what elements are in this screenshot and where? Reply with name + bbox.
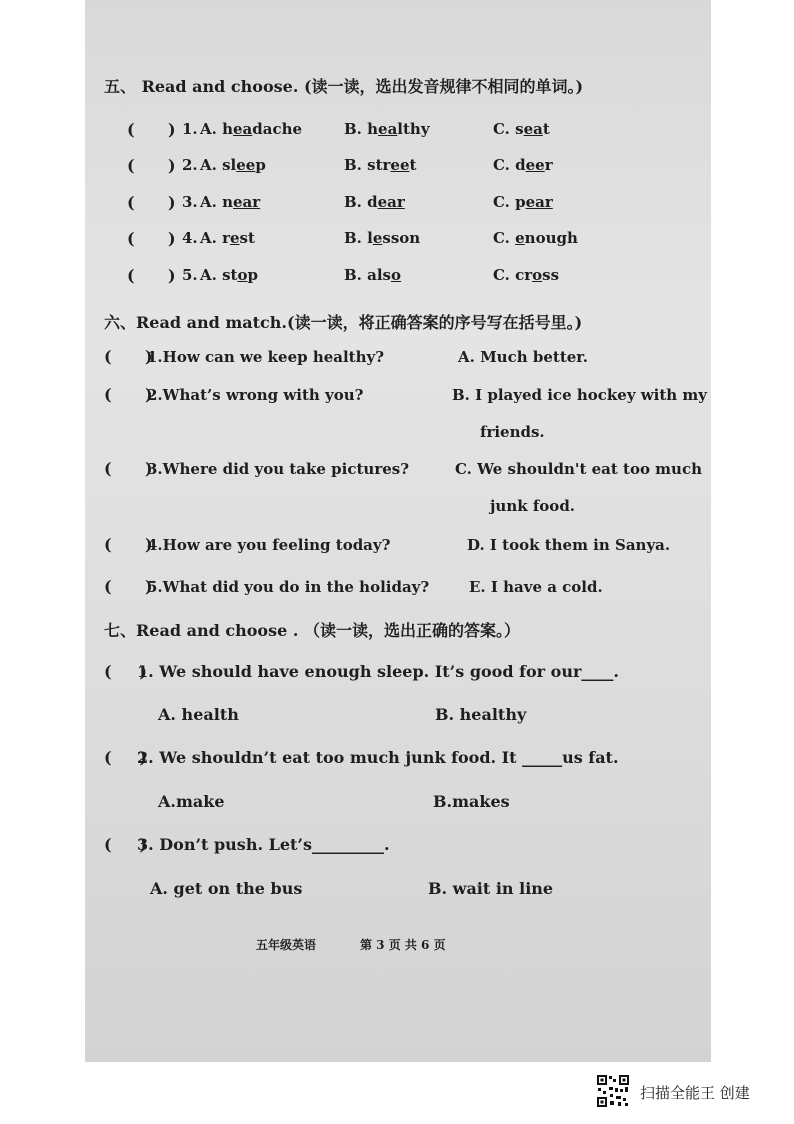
option-a — [200, 156, 266, 174]
option-b — [344, 229, 420, 247]
option-text: B. als — [344, 266, 391, 284]
option-a — [200, 120, 302, 138]
footer-subject: 五年级英语 — [256, 938, 317, 952]
option-text: A. st — [200, 266, 238, 284]
option-text: B. l — [344, 229, 373, 247]
option-text: t — [542, 120, 550, 138]
match-answer-continued: friends. — [480, 423, 545, 441]
answer-bracket[interactable]: ( ) — [104, 535, 153, 554]
option-text: C. s — [493, 120, 524, 138]
option-text: sson — [382, 229, 421, 247]
option-b — [344, 193, 405, 211]
answer-blank[interactable]: _________ — [311, 835, 384, 854]
question-stem: 3. Don’t push. Let’s — [137, 835, 312, 854]
match-question: 4.How are you feeling today? — [147, 536, 391, 554]
underlined-letters: ea — [378, 120, 398, 138]
question-number: 5. — [182, 266, 198, 284]
answer-bracket[interactable]: ( ) — [127, 266, 176, 285]
question-number: 3. — [182, 193, 198, 211]
option-text: dache — [252, 120, 303, 138]
option-a — [200, 193, 260, 211]
option-a — [200, 266, 258, 284]
underlined-letters: o — [532, 266, 543, 284]
answer-bracket[interactable]: ( ) — [104, 385, 153, 404]
option-b — [344, 156, 416, 174]
footer-page: 第 3 页 共 6 页 — [360, 938, 446, 952]
option-a: A. health — [158, 705, 239, 724]
option-text: t — [409, 156, 417, 174]
question-number: 2. — [182, 156, 198, 174]
choice-question — [137, 835, 390, 854]
option-text: r — [544, 156, 553, 174]
underlined-letters: ee — [525, 156, 545, 174]
match-answer: A. Much better. — [458, 348, 589, 366]
underlined-letters: ea — [523, 120, 543, 138]
option-b: B. healthy — [435, 705, 527, 724]
question-stem-end: . — [383, 835, 390, 854]
underlined-letters: e — [372, 229, 383, 247]
question-number: 4. — [182, 229, 198, 247]
option-c — [493, 266, 559, 284]
section5-title: 五、 Read and choose. (读一读，选出发音规律不相同的单词。) — [104, 77, 584, 96]
option-text: B. h — [344, 120, 379, 138]
underlined-letters: e — [515, 229, 525, 247]
match-answer: E. I have a cold. — [469, 578, 603, 596]
underlined-letters: o — [237, 266, 248, 284]
option-text: p — [247, 266, 258, 284]
match-question: 3.Where did you take pictures? — [147, 460, 410, 478]
underlined-letters: e — [230, 229, 240, 247]
option-text: C. cr — [493, 266, 533, 284]
answer-bracket[interactable]: ( ) — [127, 156, 176, 175]
section6-title: 六、Read and match.(读一读，将正确答案的序号写在括号里。) — [104, 313, 583, 332]
option-text: lthy — [397, 120, 430, 138]
option-text: nough — [524, 229, 578, 247]
underlined-letters: o — [391, 266, 402, 284]
answer-bracket[interactable]: ( ) — [104, 662, 147, 681]
choice-question — [137, 662, 619, 681]
option-text: p — [255, 156, 266, 174]
answer-bracket[interactable]: ( ) — [104, 835, 147, 854]
choice-question — [137, 748, 619, 767]
underlined-letters: ear — [377, 193, 405, 211]
option-b — [344, 120, 430, 138]
option-a: A. get on the bus — [150, 879, 303, 898]
option-text: A. r — [200, 229, 230, 247]
option-b: B. wait in line — [428, 879, 554, 898]
answer-blank[interactable]: _____ — [522, 748, 563, 767]
answer-bracket[interactable]: ( ) — [127, 193, 176, 212]
answer-bracket[interactable]: ( ) — [104, 459, 153, 478]
answer-bracket[interactable]: ( ) — [104, 577, 153, 596]
qr-code-icon — [596, 1074, 630, 1108]
option-c — [493, 229, 578, 247]
answer-blank[interactable]: ____ — [581, 662, 614, 681]
question-stem-end: us fat. — [562, 748, 619, 767]
option-c — [493, 193, 553, 211]
option-text: C. d — [493, 156, 526, 174]
match-question: 1.How can we keep healthy? — [147, 348, 385, 366]
option-text: ss — [542, 266, 560, 284]
underlined-letters: ear — [525, 193, 553, 211]
option-a — [200, 229, 255, 247]
underlined-letters: ear — [233, 193, 261, 211]
option-text: C. p — [493, 193, 526, 211]
option-b: B.makes — [433, 792, 510, 811]
question-stem-end: . — [613, 662, 619, 681]
question-stem: 1. We should have enough sleep. It’s good for our — [137, 662, 582, 681]
match-question: 5.What did you do in the holiday? — [147, 578, 430, 596]
option-text: st — [239, 229, 255, 247]
question-number: 1. — [182, 120, 198, 138]
answer-bracket[interactable]: ( ) — [104, 347, 153, 366]
match-answer: B. I played ice hockey with my — [452, 386, 708, 404]
match-answer: D. I took them in Sanya. — [467, 536, 671, 554]
option-text: C. — [493, 229, 516, 247]
answer-bracket[interactable]: ( ) — [127, 229, 176, 248]
option-text: A. sl — [200, 156, 237, 174]
option-a: A.make — [158, 792, 225, 811]
match-answer-continued: junk food. — [490, 497, 576, 515]
underlined-letters: ee — [390, 156, 410, 174]
match-answer: C. We shouldn't eat too much — [455, 460, 702, 478]
underlined-letters: ee — [236, 156, 256, 174]
option-b — [344, 266, 401, 284]
option-text: A. h — [200, 120, 233, 138]
section7-title: 七、Read and choose . （读一读，选出正确的答案。） — [104, 621, 520, 640]
option-text: B. str — [344, 156, 391, 174]
question-stem: 2. We shouldn’t eat too much junk food. It — [137, 748, 523, 767]
option-c — [493, 156, 553, 174]
scanner-watermark-label: 扫描全能王 创建 — [640, 1084, 750, 1102]
option-c — [493, 120, 550, 138]
underlined-letters: ea — [233, 120, 253, 138]
match-question: 2.What’s wrong with you? — [147, 386, 364, 404]
answer-bracket[interactable]: ( ) — [104, 748, 147, 767]
option-text: B. d — [344, 193, 378, 211]
option-text: A. n — [200, 193, 233, 211]
answer-bracket[interactable]: ( ) — [127, 120, 176, 139]
